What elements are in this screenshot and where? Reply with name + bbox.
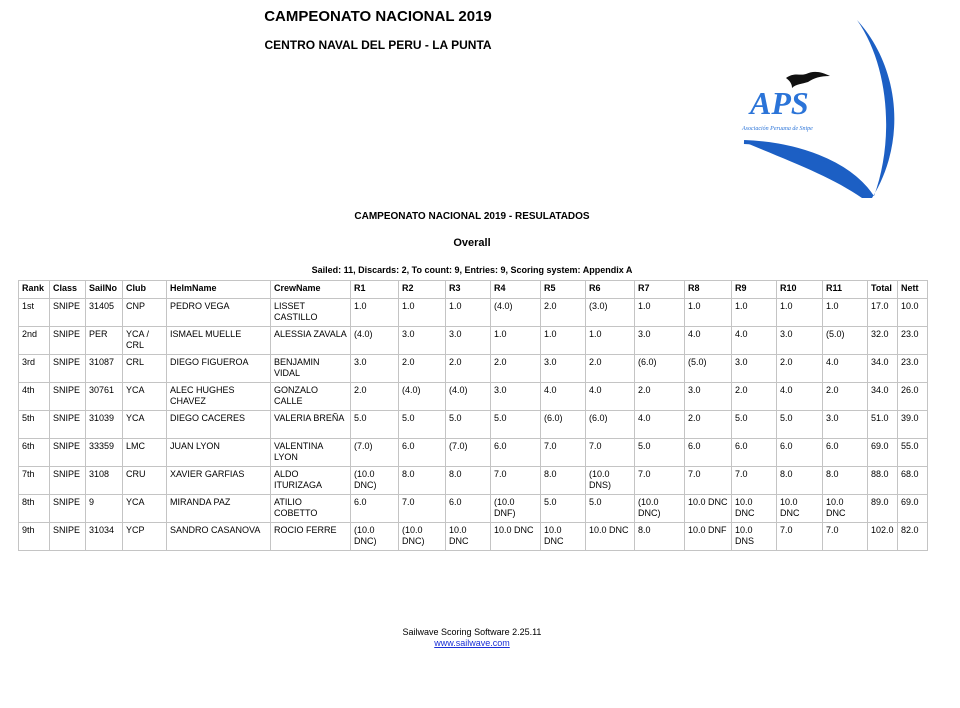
cell-total: 17.0	[868, 299, 898, 327]
cell-r3: (4.0)	[446, 383, 491, 411]
cell-r8: 1.0	[685, 299, 732, 327]
cell-nett: 68.0	[898, 467, 928, 495]
cell-r7: 7.0	[635, 467, 685, 495]
cell-r2: 2.0	[399, 355, 446, 383]
table-row	[19, 355, 928, 383]
column-header-r4: R4	[491, 281, 541, 299]
cell-r1: 3.0	[351, 355, 399, 383]
cell-r11: 1.0	[823, 299, 868, 327]
cell-r6: 5.0	[586, 495, 635, 523]
cell-club: YCA	[123, 383, 167, 411]
cell-r1: 1.0	[351, 299, 399, 327]
cell-class: SNIPE	[50, 467, 86, 495]
cell-rank: 7th	[19, 467, 50, 495]
cell-crewname: ATILIO COBETTO	[271, 495, 351, 523]
cell-r1: (4.0)	[351, 327, 399, 355]
cell-crewname: LISSET CASTILLO	[271, 299, 351, 327]
scoring-summary: Sailed: 11, Discards: 2, To count: 9, Entries: 9, Scoring system: Appendix A	[311, 265, 633, 275]
cell-r8: 7.0	[685, 467, 732, 495]
column-header-sailno: SailNo	[86, 281, 123, 299]
cell-total: 32.0	[868, 327, 898, 355]
cell-nett: 55.0	[898, 439, 928, 467]
cell-r6: 1.0	[586, 327, 635, 355]
cell-nett: 23.0	[898, 355, 928, 383]
cell-sailno: 33359	[86, 439, 123, 467]
table-row	[19, 327, 928, 355]
cell-r8: 10.0 DNF	[685, 523, 732, 551]
cell-r3: 1.0	[446, 299, 491, 327]
column-header-r2: R2	[399, 281, 446, 299]
cell-helmname: MIRANDA PAZ	[167, 495, 271, 523]
cell-r1: 6.0	[351, 495, 399, 523]
cell-r8: 3.0	[685, 383, 732, 411]
cell-r2: 3.0	[399, 327, 446, 355]
table-header-row	[19, 281, 928, 299]
cell-nett: 10.0	[898, 299, 928, 327]
cell-club: CRL	[123, 355, 167, 383]
cell-r8: 4.0	[685, 327, 732, 355]
cell-r9: 10.0 DNS	[732, 523, 777, 551]
cell-r3: 3.0	[446, 327, 491, 355]
cell-r6: 10.0 DNC	[586, 523, 635, 551]
cell-r10: 4.0	[777, 383, 823, 411]
cell-r6: 7.0	[586, 439, 635, 467]
cell-class: SNIPE	[50, 327, 86, 355]
cell-r1: (7.0)	[351, 439, 399, 467]
cell-helmname: JUAN LYON	[167, 439, 271, 467]
cell-rank: 5th	[19, 411, 50, 439]
cell-r10: 10.0 DNC	[777, 495, 823, 523]
column-header-r7: R7	[635, 281, 685, 299]
cell-r10: 6.0	[777, 439, 823, 467]
cell-r6: (10.0 DNS)	[586, 467, 635, 495]
cell-r11: 10.0 DNC	[823, 495, 868, 523]
cell-r4: 6.0	[491, 439, 541, 467]
cell-r2: 7.0	[399, 495, 446, 523]
cell-rank: 2nd	[19, 327, 50, 355]
cell-helmname: XAVIER GARFIAS	[167, 467, 271, 495]
column-header-r10: R10	[777, 281, 823, 299]
cell-r7: 5.0	[635, 439, 685, 467]
cell-r4: 7.0	[491, 467, 541, 495]
cell-r1: (10.0 DNC)	[351, 523, 399, 551]
logo-text: APS	[750, 85, 809, 121]
column-header-class: Class	[50, 281, 86, 299]
cell-r2: 1.0	[399, 299, 446, 327]
cell-class: SNIPE	[50, 383, 86, 411]
cell-sailno: 30761	[86, 383, 123, 411]
cell-crewname: ALESSIA ZAVALA	[271, 327, 351, 355]
cell-club: YCA	[123, 495, 167, 523]
cell-r7: (10.0 DNC)	[635, 495, 685, 523]
cell-r5: 8.0	[541, 467, 586, 495]
cell-r7: 2.0	[635, 383, 685, 411]
cell-r7: 3.0	[635, 327, 685, 355]
cell-rank: 9th	[19, 523, 50, 551]
table-row	[19, 495, 928, 523]
cell-r6: (3.0)	[586, 299, 635, 327]
cell-r3: 2.0	[446, 355, 491, 383]
cell-crewname: BENJAMIN VIDAL	[271, 355, 351, 383]
table-row	[19, 383, 928, 411]
cell-r5: 4.0	[541, 383, 586, 411]
cell-helmname: DIEGO FIGUEROA	[167, 355, 271, 383]
cell-sailno: PER	[86, 327, 123, 355]
results-title: CAMPEONATO NACIONAL 2019 - RESULATADOS	[354, 211, 590, 222]
cell-r3: 6.0	[446, 495, 491, 523]
column-header-r1: R1	[351, 281, 399, 299]
cell-total: 34.0	[868, 383, 898, 411]
cell-r11: 3.0	[823, 411, 868, 439]
cell-r5: 10.0 DNC	[541, 523, 586, 551]
column-header-r5: R5	[541, 281, 586, 299]
cell-helmname: SANDRO CASANOVA	[167, 523, 271, 551]
cell-club: LMC	[123, 439, 167, 467]
cell-r7: 1.0	[635, 299, 685, 327]
cell-club: YCP	[123, 523, 167, 551]
cell-r9: 2.0	[732, 383, 777, 411]
table-row	[19, 523, 928, 551]
cell-r7: 4.0	[635, 411, 685, 439]
cell-class: SNIPE	[50, 495, 86, 523]
cell-r3: 5.0	[446, 411, 491, 439]
cell-rank: 3rd	[19, 355, 50, 383]
cell-r5: 5.0	[541, 495, 586, 523]
cell-r3: 10.0 DNC	[446, 523, 491, 551]
cell-nett: 82.0	[898, 523, 928, 551]
cell-r1: (10.0 DNC)	[351, 467, 399, 495]
cell-rank: 8th	[19, 495, 50, 523]
page-title: CAMPEONATO NACIONAL 2019	[264, 8, 492, 25]
cell-crewname: ALDO ITURIZAGA	[271, 467, 351, 495]
cell-nett: 26.0	[898, 383, 928, 411]
cell-r5: 3.0	[541, 355, 586, 383]
page-subtitle: CENTRO NAVAL DEL PERU - LA PUNTA	[264, 38, 492, 52]
cell-class: SNIPE	[50, 439, 86, 467]
cell-helmname: ISMAEL MUELLE	[167, 327, 271, 355]
cell-r11: 7.0	[823, 523, 868, 551]
cell-r3: 8.0	[446, 467, 491, 495]
cell-r7: (6.0)	[635, 355, 685, 383]
cell-r5: (6.0)	[541, 411, 586, 439]
cell-crewname: VALERIA BREÑA	[271, 411, 351, 439]
cell-rank: 4th	[19, 383, 50, 411]
cell-sailno: 31087	[86, 355, 123, 383]
column-header-r8: R8	[685, 281, 732, 299]
cell-r8: 2.0	[685, 411, 732, 439]
cell-nett: 23.0	[898, 327, 928, 355]
cell-r10: 7.0	[777, 523, 823, 551]
cell-total: 69.0	[868, 439, 898, 467]
cell-r10: 3.0	[777, 327, 823, 355]
cell-sailno: 31039	[86, 411, 123, 439]
column-header-nett: Nett	[898, 281, 928, 299]
cell-r9: 10.0 DNC	[732, 495, 777, 523]
cell-r2: (4.0)	[399, 383, 446, 411]
cell-class: SNIPE	[50, 355, 86, 383]
cell-total: 34.0	[868, 355, 898, 383]
cell-r10: 5.0	[777, 411, 823, 439]
cell-r9: 1.0	[732, 299, 777, 327]
table-row	[19, 411, 928, 439]
column-header-r9: R9	[732, 281, 777, 299]
column-header-r3: R3	[446, 281, 491, 299]
cell-crewname: GONZALO CALLE	[271, 383, 351, 411]
cell-crewname: ROCIO FERRE	[271, 523, 351, 551]
cell-r9: 6.0	[732, 439, 777, 467]
cell-sailno: 3108	[86, 467, 123, 495]
column-header-crewname: CrewName	[271, 281, 351, 299]
cell-r9: 5.0	[732, 411, 777, 439]
cell-club: YCA / CRL	[123, 327, 167, 355]
cell-sailno: 31034	[86, 523, 123, 551]
cell-r1: 5.0	[351, 411, 399, 439]
cell-r11: (5.0)	[823, 327, 868, 355]
cell-r3: (7.0)	[446, 439, 491, 467]
cell-r8: 6.0	[685, 439, 732, 467]
cell-r9: 7.0	[732, 467, 777, 495]
column-header-total: Total	[868, 281, 898, 299]
cell-r8: 10.0 DNC	[685, 495, 732, 523]
cell-r5: 7.0	[541, 439, 586, 467]
cell-club: CNP	[123, 299, 167, 327]
column-header-rank: Rank	[19, 281, 50, 299]
cell-r2: (10.0 DNC)	[399, 523, 446, 551]
table-body	[19, 299, 928, 551]
cell-r2: 5.0	[399, 411, 446, 439]
cell-r5: 2.0	[541, 299, 586, 327]
cell-club: YCA	[123, 411, 167, 439]
results-overall-heading: Overall	[453, 237, 491, 249]
aps-logo	[722, 12, 952, 202]
cell-r11: 4.0	[823, 355, 868, 383]
cell-r10: 8.0	[777, 467, 823, 495]
cell-r9: 3.0	[732, 355, 777, 383]
cell-r9: 4.0	[732, 327, 777, 355]
cell-r11: 8.0	[823, 467, 868, 495]
cell-rank: 1st	[19, 299, 50, 327]
column-header-r6: R6	[586, 281, 635, 299]
cell-r5: 1.0	[541, 327, 586, 355]
aps-logo-graphic	[722, 12, 952, 202]
results-table	[18, 280, 928, 551]
cell-r2: 6.0	[399, 439, 446, 467]
sailwave-link[interactable]: www.sailwave.com	[434, 638, 510, 648]
cell-class: SNIPE	[50, 299, 86, 327]
cell-r4: 10.0 DNC	[491, 523, 541, 551]
table-row	[19, 467, 928, 495]
cell-r10: 2.0	[777, 355, 823, 383]
cell-r4: (4.0)	[491, 299, 541, 327]
cell-r4: 5.0	[491, 411, 541, 439]
cell-r6: (6.0)	[586, 411, 635, 439]
software-credit: Sailwave Scoring Software 2.25.11	[402, 627, 542, 637]
cell-total: 88.0	[868, 467, 898, 495]
cell-r10: 1.0	[777, 299, 823, 327]
cell-r4: 3.0	[491, 383, 541, 411]
cell-r6: 2.0	[586, 355, 635, 383]
cell-class: SNIPE	[50, 411, 86, 439]
column-header-helmname: HelmName	[167, 281, 271, 299]
cell-helmname: ALEC HUGHES CHAVEZ	[167, 383, 271, 411]
cell-nett: 69.0	[898, 495, 928, 523]
cell-class: SNIPE	[50, 523, 86, 551]
cell-total: 51.0	[868, 411, 898, 439]
table-row	[19, 299, 928, 327]
logo-tagline: Asociación Peruana de Snipe	[742, 126, 813, 132]
cell-sailno: 9	[86, 495, 123, 523]
cell-sailno: 31405	[86, 299, 123, 327]
cell-r4: (10.0 DNF)	[491, 495, 541, 523]
cell-nett: 39.0	[898, 411, 928, 439]
cell-rank: 6th	[19, 439, 50, 467]
cell-r4: 1.0	[491, 327, 541, 355]
cell-r4: 2.0	[491, 355, 541, 383]
cell-crewname: VALENTINA LYON	[271, 439, 351, 467]
cell-r2: 8.0	[399, 467, 446, 495]
cell-total: 89.0	[868, 495, 898, 523]
cell-r8: (5.0)	[685, 355, 732, 383]
cell-r6: 4.0	[586, 383, 635, 411]
cell-r1: 2.0	[351, 383, 399, 411]
cell-r11: 6.0	[823, 439, 868, 467]
cell-club: CRU	[123, 467, 167, 495]
cell-helmname: DIEGO CACERES	[167, 411, 271, 439]
cell-helmname: PEDRO VEGA	[167, 299, 271, 327]
cell-total: 102.0	[868, 523, 898, 551]
cell-r11: 2.0	[823, 383, 868, 411]
column-header-r11: R11	[823, 281, 868, 299]
cell-r7: 8.0	[635, 523, 685, 551]
table-row	[19, 439, 928, 467]
column-header-club: Club	[123, 281, 167, 299]
